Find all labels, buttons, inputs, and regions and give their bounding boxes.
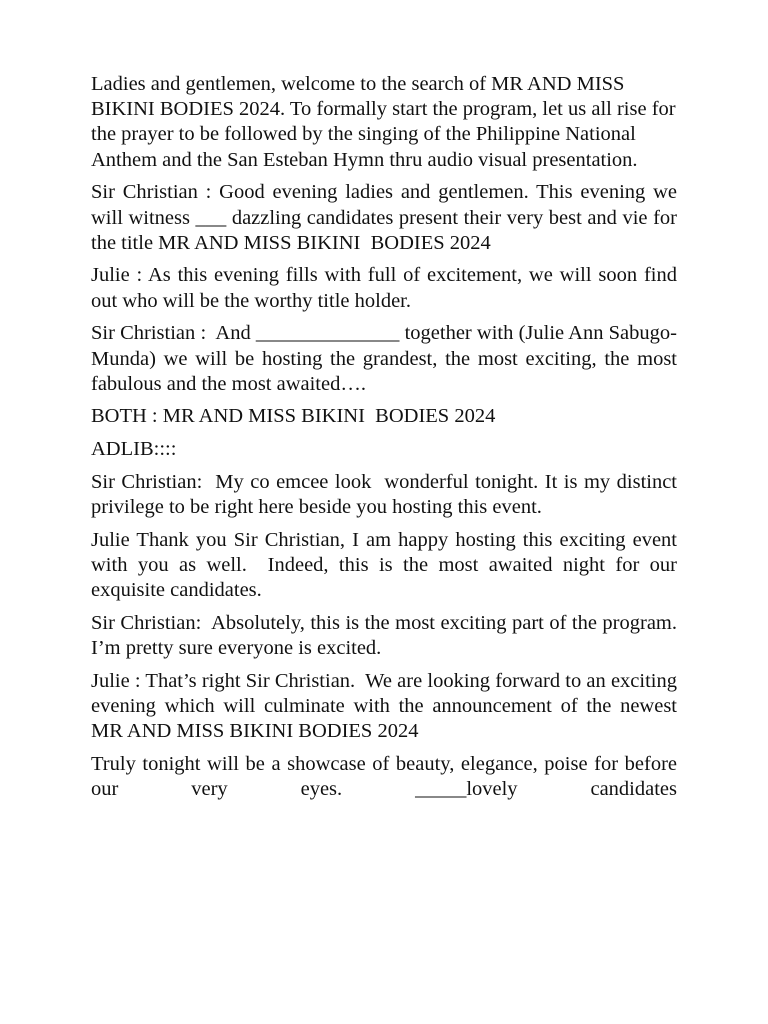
paragraph-both: BOTH : MR AND MISS BIKINI BODIES 2024	[91, 405, 496, 428]
paragraph-julie-thanks: Julie Thank you Sir Christian, I am happy hosting this exciting event with you as well. Indeed, this is the most awaited night for our exquisite candidates.	[91, 528, 683, 602]
paragraph-adlib: ADLIB::::	[91, 438, 177, 461]
paragraph-sir-christian-absolutely: Sir Christian: Absolutely, this is the most exciting part of the program. I’m pretty sure everyone is excited.	[91, 611, 683, 660]
document-page	[91, 72, 683, 810]
paragraph-sir-christian-coemcee: Sir Christian: My co emcee look wonderful tonight. It is my distinct privilege to be right here beside you hosting this event.	[91, 470, 683, 519]
paragraph-julie-forward: Julie : That’s right Sir Christian. We are looking forward to an exciting evening which will culminate with the announcement of the newest MR AND MISS BIKINI BODIES 2024	[91, 669, 683, 743]
paragraph-sir-christian-greeting: Sir Christian : Good evening ladies and gentlemen. This evening we will witness ___ dazzling candidates present their very best and vie for the title MR AND MISS BIKINI BODIES 2024	[91, 181, 683, 254]
paragraph-showcase: Truly tonight will be a showcase of beauty, elegance, poise for before our very eyes. _____lovely candidates	[91, 752, 683, 801]
paragraph-sir-christian-hosts: Sir Christian : And ______________ together with (Julie Ann Sabugo- Munda) we will be hosting the grandest, the most exciting, the most fabulous and the most awaited….	[91, 322, 683, 395]
paragraph-opening: Ladies and gentlemen, welcome to the search of MR AND MISS BIKINI BODIES 2024. To formally start the program, let us all rise for the prayer to be followed by the singing of the Philippine National Anthem and the San Esteban Hymn thru audio visual presentation.	[91, 73, 681, 171]
paragraph-julie-excitement: Julie : As this evening fills with full of excitement, we will soon find out who will be the worthy title holder.	[91, 264, 683, 312]
